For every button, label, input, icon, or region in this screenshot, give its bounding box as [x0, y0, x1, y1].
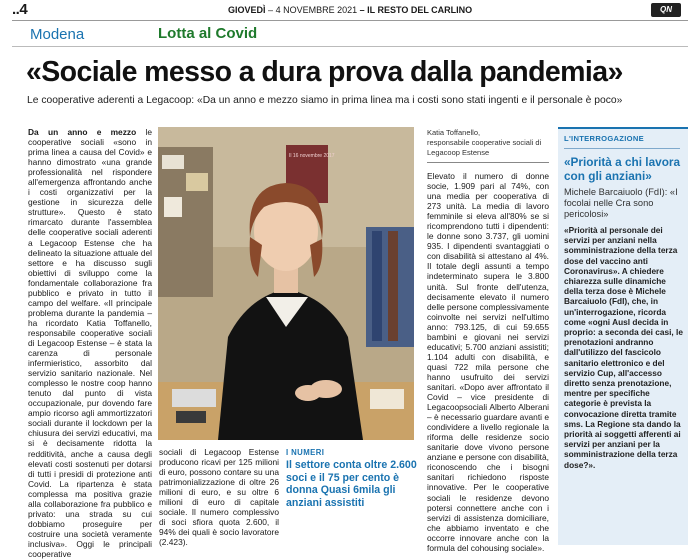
sidebar-body: «Priorità al personale dei servizi per anziani nella somministrazione della terza dose del vaccino anti Coronavirus». A chiedere chiarezza sulle dinamiche della terza dose è Michele Barcaiuolo (FdI), che, in un'interrogazione, ricorda come «ogni Ausl decida in proprio: a seconda dei casi, le prenotazioni andranno dall'utilizzo del fascicolo sanitario elettronico e del servizio Cup, all'accesso diretto senza prenotazione, mentre per specifiche categorie è prevista la convocazione diretta tramite sms. La Regione sta dando la priorità ai soggetti afferenti ai servizi per anziani per la somministrazione della terza dose?».: [564, 225, 683, 470]
poster-text: Il 16 novembre 2017: [289, 153, 335, 159]
dateline-dash-2: –: [359, 5, 365, 15]
article-photo: [158, 127, 414, 440]
photo-caption: [427, 128, 552, 158]
section-rule: [12, 46, 688, 47]
dateline-dash: –: [268, 5, 274, 15]
key-numbers-text: Il settore conta oltre 2.600 soci e il 75 per cento è donna Quasi 6mila gli anziani assistiti: [286, 459, 417, 509]
sidebar-tag: L'INTERROGAZIONE: [564, 134, 645, 143]
sidebar-interrogazione: [558, 127, 688, 545]
sidebar-title: «Priorità a chi lavora con gli anziani»: [564, 155, 681, 183]
article-column-1: [28, 127, 152, 559]
dateline-date: 4 NOVEMBRE 2021: [275, 5, 358, 15]
article-column-1-text: le cooperative sociali «sono in prima linea a causa del Covid» e hanno dimostrato «una grande professionalità nel rispondere all'emergenza affrontando anche i costi organizzativi per la gestione in sicurezza delle strutture». Questo è stato rimarcato durante l'assemblea delle cooperative sociali aderenti a Legacoop Estense che ha delineato la situazione attuale del settore e ha discusso sugli obiettivi di sviluppo come la fondamentale collaborazione fra pubblico e privato in tutto il campo del welfare. «Il principale problema durante la pandemia – ha ricordato Katia Toffanello, responsabile cooperative sociali di Legacoop Estense – è stata la carenza di personale infermieristico, assorbito dal servizio sanitario nazionale. Nel complesso le nostre coop hanno tenuto dal punto di vista occupazionale, pur dovendo fare ampio ricorso agli ammortizzatori sociali durante il lockdown per la chiusura dei servizi educativi, ma si è decisamente ridotta la redditività, anche a causa degli elevati costi sostenuti per dotarsi di tutti i presidi di protezione anti Covid. La ripartenza è stata complessa ma positiva grazie alla collaborazione fra pubblico e privato: una strada su cui dobbiamo proseguire per costruire una società veramente inclusiva». Oggi le principali cooperative: [28, 127, 152, 559]
page-number: ..4: [12, 1, 28, 18]
article-column-2-bottom: sociali di Legacoop Estense producono ricavi per 125 milioni di euro, possono contare su una patrimonializzazione di oltre 26 milioni di euro, e su oltre 6 milioni di euro di capitale sociale. Il numero complessivo di soci sfiora quota 2.600, il 94% dei quali è socio lavoratore (2.423).: [159, 447, 279, 548]
qn-logo: QN: [651, 3, 681, 17]
article-lead: Da un anno e mezzo: [28, 127, 137, 137]
portrait-photo: [158, 127, 414, 440]
page-header: [0, 0, 700, 20]
dateline-day: GIOVEDÌ: [228, 5, 266, 15]
header-rule: [12, 20, 688, 21]
caption-name: Katia Toffanello,: [427, 128, 481, 137]
newspaper-name: IL RESTO DEL CARLINO: [367, 5, 473, 15]
caption-rule: [427, 162, 549, 163]
headline: «Sociale messo a dura prova dalla pandemia»: [26, 56, 623, 88]
sidebar-intro: Michele Barcaiuolo (FdI): «I focolai nelle Cra sono pericolosi»: [564, 187, 678, 220]
key-numbers-label: I NUMERI: [286, 448, 325, 457]
section-label: Modena: [30, 26, 85, 43]
subheadline: Le cooperative aderenti a Legacoop: «Da un anno e mezzo siamo in prima linea ma i costi sono stati ingenti e il personale è poco»: [27, 95, 623, 106]
key-numbers-box: [286, 448, 421, 543]
dateline: [228, 5, 472, 15]
topic-label: Lotta al Covid: [158, 25, 258, 42]
article-column-3: Elevato il numero di donne socie, 1.909 pari al 74%, con una media per cooperativa di 273 unità. La media di lavoro femminile si eleva all'80% se si ricomprendono tutti i dipendenti: le donne sono 3.737, gli uomini 935. I dipendenti svantaggiati o con disabilità si attestano al 4%. Il totale degli assunti a tempo indeterminato supera le 3.800 unità. Sul fronte dell'utenza, decisamente elevato il numero delle persone complessivamente coinvolte nei servizi nell'ultimo anno: 793.125, di cui 59.655 bambini e giovani nei servizi educativi; 5.700 anziani assistiti; 1.104 adulti con disabilità, e quasi 722 mila persone che hanno usufruito dei servizi sanitari. «Dopo aver affrontato il Covid – vice presidente di Legacoopsociali Alberto Alberani – è necessario guardare avanti e condividere a livello regionale la riforma delle residenze socio sanitarie dove vivono persone anziane e persone con disabilità, riconoscendo che i bisogni sanitari richiedono risposte innovative. Per le cooperative sociali le residenze devono potersi connettere anche con i servizi di assistenza domiciliare, che abbiamo inventato e che occorre innovare anche con la formula del cohousing sociale».: [427, 171, 549, 553]
sidebar-tag-rule: [564, 148, 680, 149]
caption-role: responsabile cooperative sociali di Legacoop Estense: [427, 138, 542, 157]
